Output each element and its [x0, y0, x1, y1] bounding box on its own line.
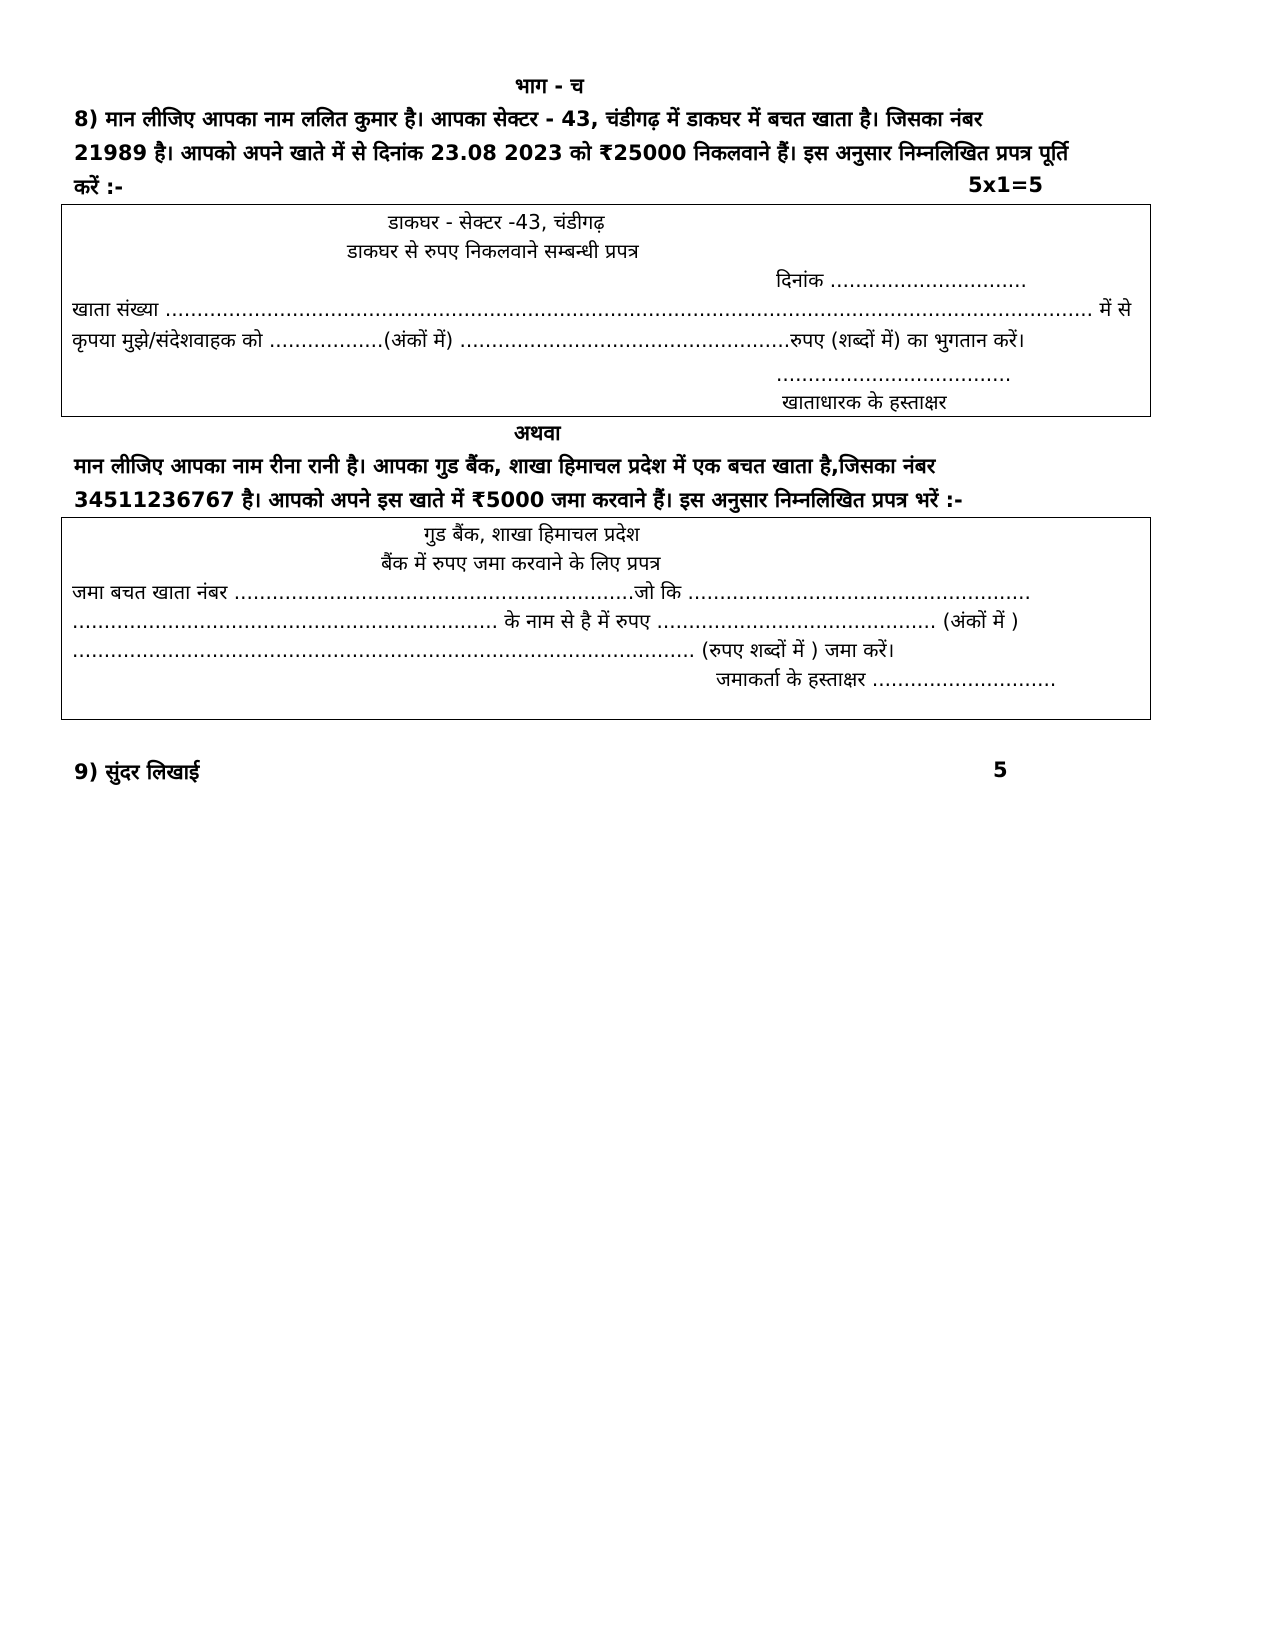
or-label: अथवा: [514, 421, 561, 445]
withdrawal-account-field: खाता संख्या .................................................................................................................................................. में से: [72, 297, 1132, 321]
question-8-line-2: 21989 है। आपको अपने खाते में से दिनांक 23.08 2023 को ₹25000 निकलवाने हैं। इस अनुसार निम्नलिखित प्रपत्र पूर्ति: [74, 141, 1069, 165]
deposit-form-title: गुड बैंक, शाखा हिमाचल प्रदेश: [424, 522, 640, 546]
alt-question-line-2: 34511236767 है। आपको अपने इस खाते में ₹5000 जमा करवाने हैं। इस अनुसार निम्नलिखित प्रपत्र भरें :-: [74, 488, 963, 512]
deposit-name-amount-field: ................................................................... के नाम से है में रुपए ............................................ (अंकों में ): [72, 609, 1019, 633]
question-8-marks: 5x1=5: [968, 173, 1043, 197]
withdrawal-date-field: दिनांक ...............................: [776, 268, 1027, 292]
deposit-amount-words-field: .................................................................................................. (रुपए शब्दों में ) जमा करें।: [72, 638, 895, 662]
question-9-marks: 5: [993, 758, 1008, 782]
withdrawal-signature-label: खाताधारक के हस्ताक्षर: [782, 390, 947, 414]
deposit-account-field: जमा बचत खाता नंबर ...............................................................जो कि ......................................................: [72, 580, 1031, 604]
deposit-form-subtitle: बैंक में रुपए जमा करवाने के लिए प्रपत्र: [381, 551, 661, 575]
question-8-line-3: करें :-: [74, 175, 124, 199]
withdrawal-form-title: डाकघर - सेक्टर -43, चंडीगढ़: [388, 210, 605, 234]
question-8-line-1: 8) मान लीजिए आपका नाम ललित कुमार है। आपका सेक्टर - 43, चंडीगढ़ में डाकघर में बचत खाता है। जिसका नंबर: [74, 107, 983, 131]
alt-question-line-1: मान लीजिए आपका नाम रीना रानी है। आपका गुड बैंक, शाखा हिमाचल प्रदेश में एक बचत खाता है,जिसका नंबर: [74, 454, 936, 478]
deposit-signature-field: जमाकर्ता के हस्ताक्षर .............................: [716, 667, 1057, 691]
section-title: भाग - च: [515, 74, 584, 98]
withdrawal-signature-line: .....................................: [776, 362, 1012, 386]
withdrawal-payment-field: कृपया मुझे/संदेशवाहक को ..................(अंकों में) ....................................................रुपए (शब्दों में) का भुगतान करें।: [72, 328, 1025, 352]
withdrawal-form-subtitle: डाकघर से रुपए निकलवाने सम्बन्धी प्रपत्र: [347, 239, 639, 263]
question-9-label: 9) सुंदर लिखाई: [74, 760, 200, 784]
